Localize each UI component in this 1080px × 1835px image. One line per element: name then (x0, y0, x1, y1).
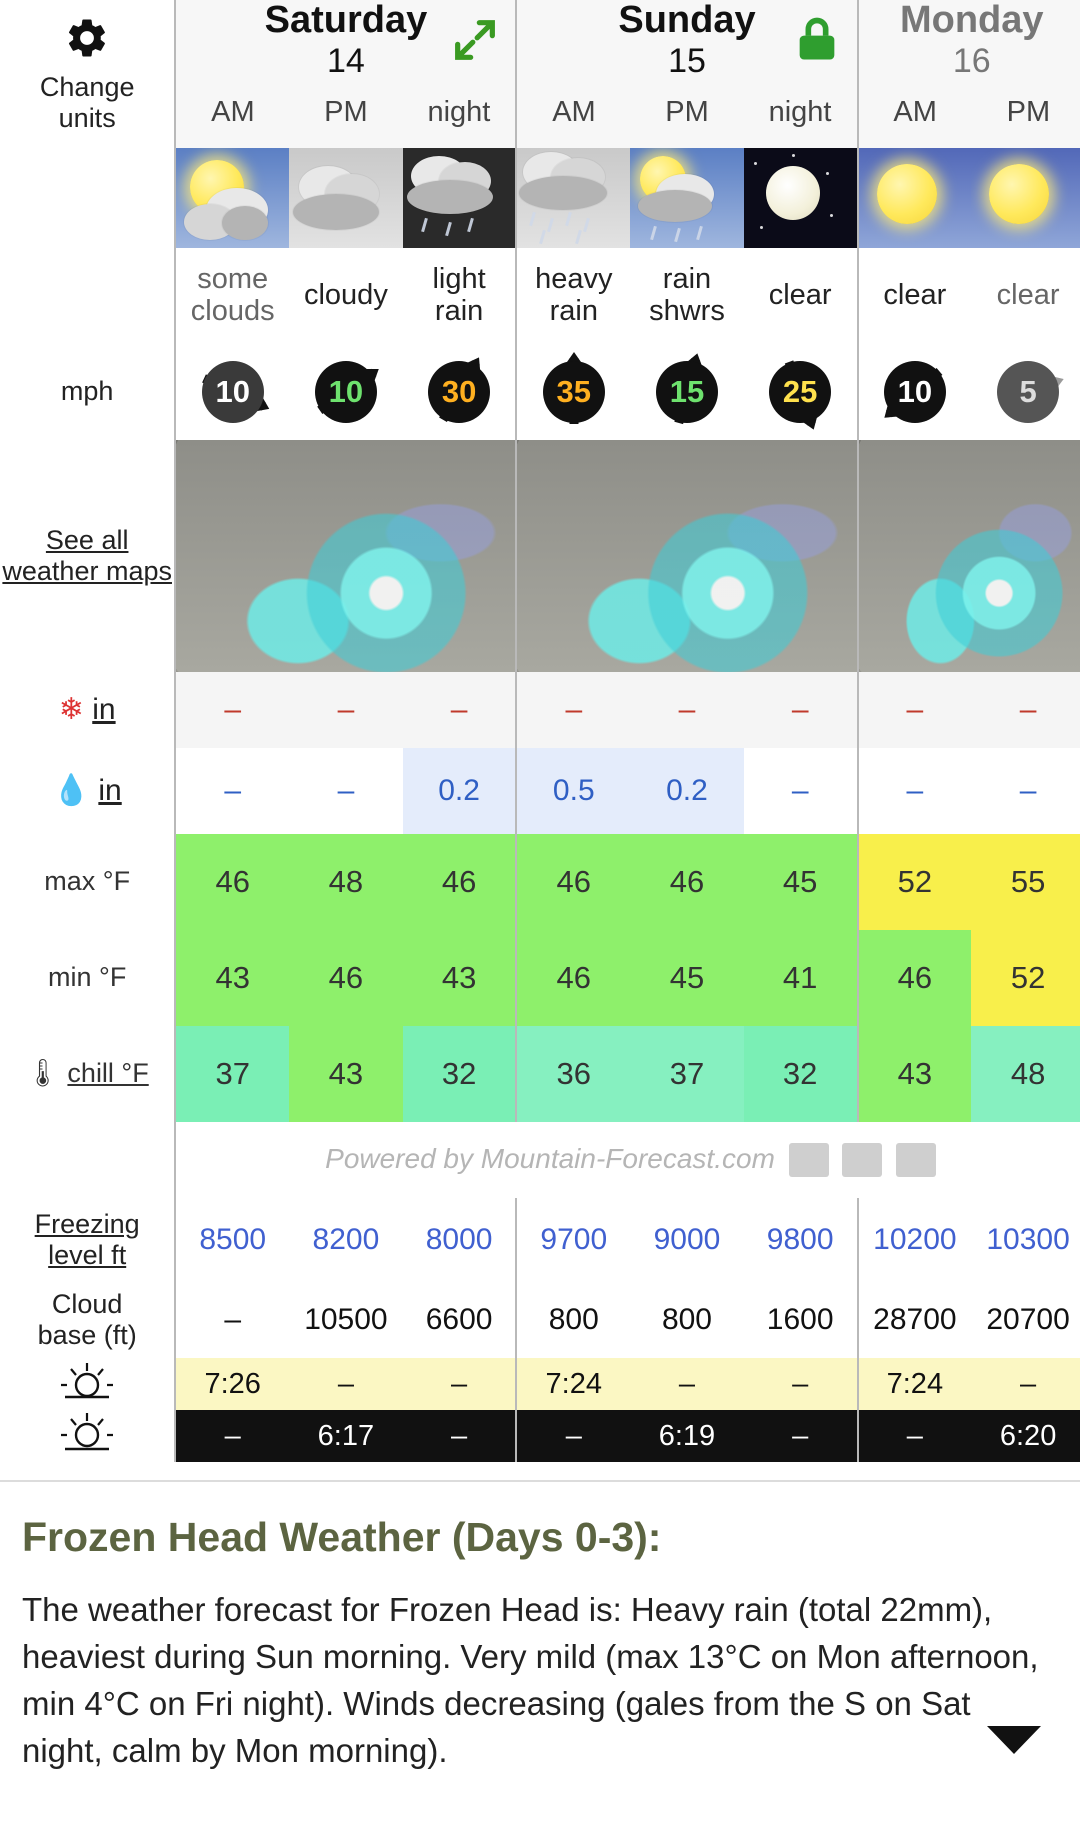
cloud-base-label-2: base (ft) (37, 1320, 137, 1350)
period-label[interactable]: AM (893, 95, 937, 128)
snow-amount: – (744, 672, 858, 748)
freezing-level: 8200 (312, 1223, 380, 1256)
wind-speed-badge: 5 (997, 361, 1059, 423)
sunrise-time: 7:26 (175, 1358, 289, 1410)
expand-icon[interactable] (449, 14, 501, 66)
desc-line-1: clear (996, 279, 1060, 312)
desc-line-1: light (432, 263, 486, 296)
weather-map-saturday[interactable] (175, 440, 516, 672)
day-name: Saturday (264, 0, 428, 41)
sky-cell (630, 148, 744, 248)
wind-cell (630, 344, 744, 440)
sky-cell (858, 148, 972, 248)
snow-unit-label[interactable] (0, 672, 175, 748)
max-temp: 46 (403, 834, 517, 930)
day-header-monday[interactable] (858, 0, 1080, 148)
max-temp: 46 (175, 834, 289, 930)
rain-amount: – (1019, 774, 1037, 807)
change-units-label-1: Change (39, 72, 135, 103)
weather-map-monday[interactable] (858, 440, 1080, 672)
desc-line-2: rain (434, 295, 484, 327)
rain-amount: 0.2 (403, 748, 517, 834)
weather-description (971, 248, 1080, 344)
weather-icon-heavy-rain (517, 148, 630, 248)
snow-unit-text: in (92, 692, 116, 726)
freezing-level: 10200 (858, 1198, 972, 1282)
desc-line-2: clouds (190, 295, 275, 327)
period-label[interactable]: PM (324, 95, 368, 128)
period-label[interactable]: PM (665, 95, 709, 128)
rain-amount: 0.2 (630, 748, 744, 834)
header-row (0, 0, 1080, 148)
see-all-maps-label: See all weather maps (2, 524, 172, 586)
cloud-base: 800 (661, 1303, 712, 1336)
period-label[interactable]: night (427, 95, 491, 128)
chill-temp: 48 (971, 1026, 1080, 1122)
raindrop-icon: 💧 (52, 773, 91, 807)
snow-amount: – (630, 672, 744, 748)
weather-icon-partly-sunny (176, 148, 289, 248)
rain-unit-label[interactable] (0, 748, 175, 834)
gear-icon[interactable] (0, 15, 174, 68)
sunrise-time: 7:24 (516, 1358, 630, 1410)
freezing-level: 8000 (425, 1223, 493, 1256)
sky-cell (403, 148, 517, 248)
sunset-time: – (516, 1410, 630, 1462)
weather-description (289, 248, 403, 344)
sunset-label (0, 1410, 175, 1462)
sunset-time: – (175, 1410, 289, 1462)
snow-map-icon[interactable] (789, 1143, 829, 1177)
max-temp-label: max °F (0, 834, 175, 930)
cloud-base: – (175, 1282, 289, 1358)
wind-speed-badge: 10 (315, 361, 377, 423)
max-temp: 46 (516, 834, 630, 930)
scroll-down-button[interactable] (972, 1712, 1056, 1768)
wind-cell (403, 344, 517, 440)
rain-amount: 0.5 (516, 748, 630, 834)
max-temp-row (0, 834, 1080, 930)
sunset-row (0, 1410, 1080, 1462)
wind-speed-badge: 10 (884, 361, 946, 423)
wind-cell (175, 344, 289, 440)
rain-amount: – (858, 748, 972, 834)
sunrise-time: – (744, 1358, 858, 1410)
chill-label[interactable] (0, 1026, 175, 1122)
chill-temp: 32 (403, 1026, 517, 1122)
see-all-weather-maps-link[interactable] (0, 440, 175, 672)
weather-icon-cloudy (289, 148, 403, 248)
mountain-map-icon[interactable] (896, 1143, 936, 1177)
desc-line-1: heavy (535, 263, 613, 296)
weather-icon-rain-showers (630, 148, 744, 248)
change-units-label-2: units (58, 102, 116, 133)
weather-description (858, 248, 972, 344)
snow-amount: – (971, 672, 1080, 748)
freezing-level: 9700 (516, 1198, 630, 1282)
sunrise-time: – (289, 1358, 403, 1410)
rain-amount: – (791, 774, 809, 807)
snow-amount: – (175, 672, 289, 748)
sky-cell (744, 148, 858, 248)
day-number: 15 (668, 42, 706, 81)
freezing-label-2: level ft (48, 1240, 127, 1270)
chill-row (0, 1026, 1080, 1122)
freezing-level-label[interactable] (0, 1198, 175, 1282)
powered-by-label (0, 1122, 175, 1198)
freezing-level: 9000 (653, 1223, 721, 1256)
day-name: Sunday (618, 0, 756, 41)
min-temp: 43 (175, 930, 289, 1026)
sunset-time: 6:20 (971, 1410, 1080, 1462)
min-temp: 43 (403, 930, 517, 1026)
cloud-base: 1600 (766, 1303, 834, 1336)
powered-by[interactable] (175, 1122, 1080, 1198)
max-temp: 48 (289, 834, 403, 930)
wind-cell (289, 344, 403, 440)
min-temp: 45 (630, 930, 744, 1026)
min-temp: 41 (744, 930, 858, 1026)
period-label[interactable]: PM (1006, 95, 1051, 128)
day-header-saturday[interactable] (175, 0, 516, 148)
cloud-base-row (0, 1282, 1080, 1358)
max-temp: 46 (630, 834, 744, 930)
description-row (0, 248, 1080, 344)
min-temp: 52 (971, 930, 1080, 1026)
cloud-base: 20700 (986, 1303, 1070, 1336)
min-temp: 46 (858, 930, 972, 1026)
weather-description (516, 248, 630, 344)
freezing-level: 9800 (766, 1223, 834, 1256)
weather-icon-light-rain (403, 148, 516, 248)
weather-description (175, 248, 289, 344)
page-title: Frozen Head Weather (Days 0-3): (22, 1514, 662, 1560)
min-temp: 46 (289, 930, 403, 1026)
sunset-icon (57, 1411, 117, 1453)
weather-icon-clear-night (744, 148, 857, 248)
min-temp-row (0, 930, 1080, 1026)
wind-cell (516, 344, 630, 440)
forecast-summary-section (0, 1482, 1080, 1784)
max-temp: 45 (744, 834, 858, 930)
desc-line-1: some (197, 263, 269, 296)
sky-cell (516, 148, 630, 248)
period-label[interactable]: AM (211, 95, 255, 128)
powered-by-text: Powered by Mountain-Forecast.com (325, 1142, 775, 1174)
sunrise-row (0, 1358, 1080, 1410)
min-temp: 46 (516, 930, 630, 1026)
max-temp: 52 (858, 834, 972, 930)
day-header-sunday[interactable] (516, 0, 857, 148)
rain-amount: – (337, 774, 355, 807)
weather-description (630, 248, 744, 344)
sunset-time: 6:19 (630, 1410, 744, 1462)
wind-row (0, 344, 1080, 440)
powered-by-row (0, 1122, 1080, 1198)
chill-temp: 37 (630, 1026, 744, 1122)
chevron-down-icon (983, 1720, 1045, 1760)
sunset-time: – (858, 1410, 972, 1462)
description-row-label (0, 248, 175, 344)
chill-temp: 32 (744, 1026, 858, 1122)
sunset-time: – (744, 1410, 858, 1462)
rain-unit-text: in (98, 773, 122, 807)
cloud-base: 6600 (425, 1303, 493, 1336)
chill-temp: 43 (289, 1026, 403, 1122)
sunset-time: – (403, 1410, 517, 1462)
map-row (0, 440, 1080, 672)
day-name: Monday (899, 0, 1044, 41)
period-label[interactable]: AM (552, 95, 596, 128)
cloud-base: 10500 (304, 1303, 388, 1336)
wind-cell (971, 344, 1080, 440)
day-number: 14 (326, 42, 365, 81)
chill-temp: 43 (858, 1026, 972, 1122)
max-temp: 55 (971, 834, 1080, 930)
sunrise-time: 7:24 (858, 1358, 972, 1410)
snow-amount: – (289, 672, 403, 748)
weather-icon-clear-day (859, 148, 972, 248)
forecast-summary-text: The weather forecast for Frozen Head is: Heavy rain (total 22mm), heaviest during Sun morning. Very mild (max 13°C on Mon afternoon, min 4°C on Fri night). Winds decreasing (gales from the S on Sat night, calm by Mon morning). (22, 1591, 1039, 1769)
sunrise-time: – (630, 1358, 744, 1410)
sunrise-label (0, 1358, 175, 1410)
sunset-time: 6:17 (289, 1410, 403, 1462)
sunrise-icon (57, 1359, 117, 1401)
snow-amount: – (516, 672, 630, 748)
min-temp-label: min °F (0, 930, 175, 1026)
wind-map-icon[interactable] (842, 1143, 882, 1177)
wind-cell (858, 344, 972, 440)
desc-line-1: rain (662, 263, 712, 296)
freezing-label-1: Freezing (34, 1208, 140, 1239)
sky-cell (971, 148, 1080, 248)
cloud-base-label-1: Cloud (51, 1288, 123, 1319)
sky-cell (175, 148, 289, 248)
sunrise-time: – (403, 1358, 517, 1410)
lock-icon[interactable] (791, 14, 843, 66)
desc-line-1: clear (768, 279, 832, 312)
wind-speed-badge: 30 (428, 361, 490, 423)
snow-row (0, 672, 1080, 748)
snowflake-icon: ❄ (58, 692, 84, 726)
snow-amount: – (403, 672, 517, 748)
weather-description (403, 248, 517, 344)
weather-map-sunday[interactable] (516, 440, 857, 672)
wind-cell (744, 344, 858, 440)
desc-line-1: clear (883, 279, 947, 312)
desc-line-2: shwrs (649, 295, 725, 327)
desc-line-1: cloudy (303, 279, 388, 312)
freezing-level-row (0, 1198, 1080, 1282)
sky-row-label (0, 148, 175, 248)
wind-speed-badge: 15 (656, 361, 718, 423)
chill-temp: 36 (516, 1026, 630, 1122)
sky-row (0, 148, 1080, 248)
wind-speed-badge: 35 (543, 361, 605, 423)
wind-unit-label[interactable]: mph (0, 344, 175, 440)
freezing-level: 8500 (175, 1198, 289, 1282)
freezing-level: 10300 (986, 1223, 1070, 1256)
chill-label-text: chill °F (67, 1058, 149, 1089)
cloud-base-label (0, 1282, 175, 1358)
cloud-base: 28700 (858, 1282, 972, 1358)
period-label[interactable]: night (768, 95, 832, 128)
change-units-button[interactable] (0, 0, 175, 148)
rain-row (0, 748, 1080, 834)
day-number: 16 (952, 42, 991, 81)
thermometer-icon: 🌡 (25, 1058, 60, 1089)
weather-icon-clear-day (971, 148, 1080, 248)
sunrise-time: – (971, 1358, 1080, 1410)
sky-cell (289, 148, 403, 248)
snow-amount: – (858, 672, 972, 748)
wind-speed-badge: 10 (202, 361, 264, 423)
desc-line-2: rain (549, 295, 598, 327)
rain-amount: – (175, 748, 289, 834)
cloud-base: 800 (516, 1282, 630, 1358)
chill-temp: 37 (175, 1026, 289, 1122)
wind-speed-badge: 25 (769, 361, 831, 423)
weather-description (744, 248, 858, 344)
